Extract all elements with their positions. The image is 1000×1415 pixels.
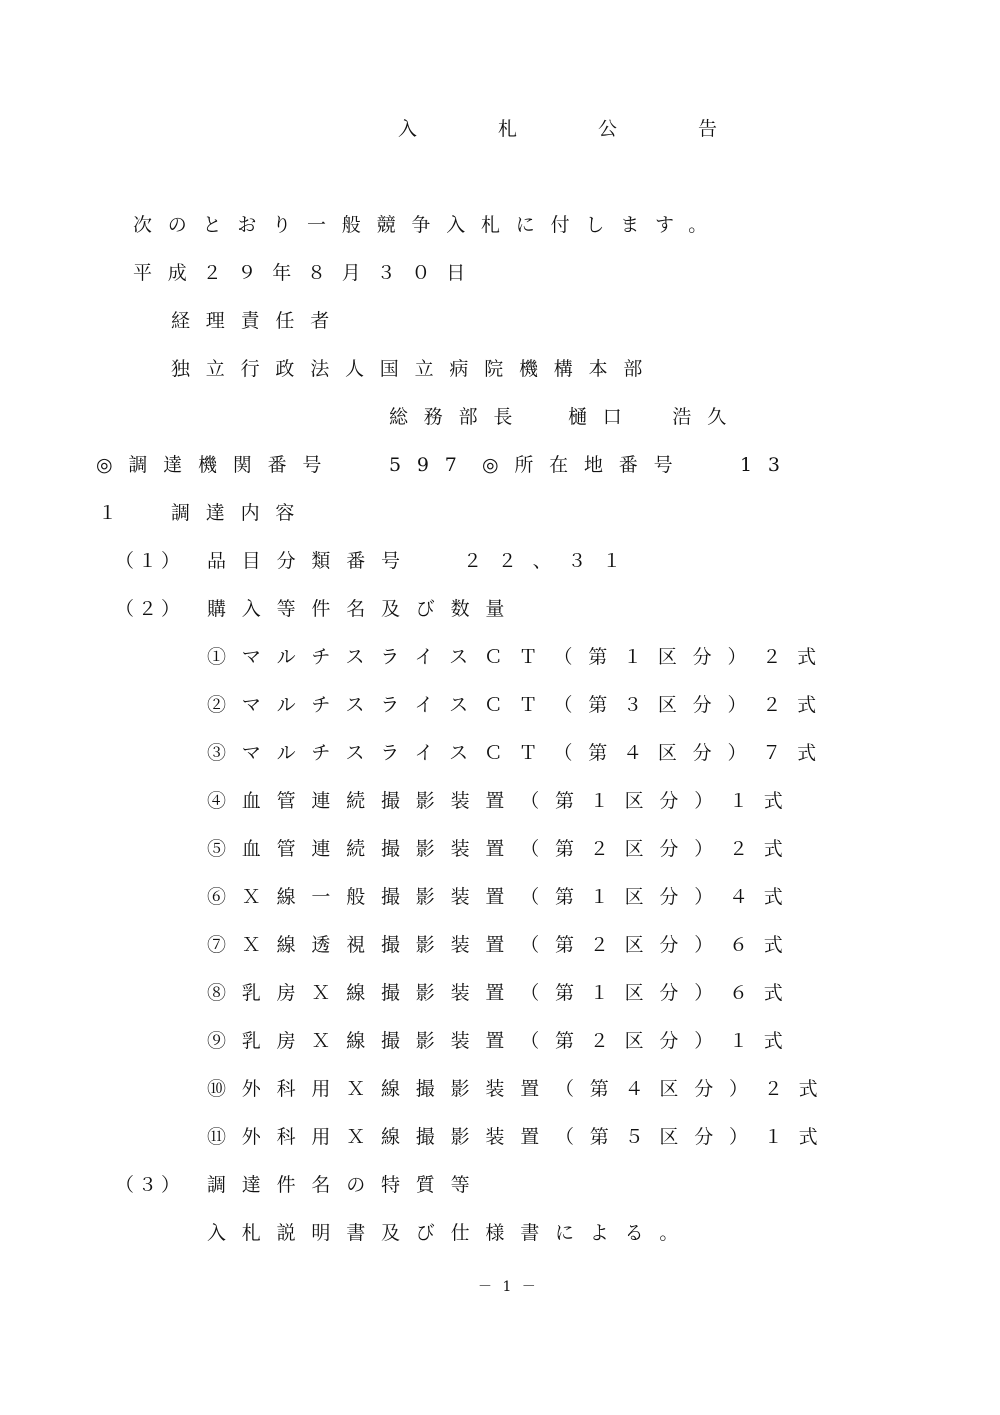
list-item: ⑪外科用Ｘ線撮影装置（第５区分）１式: [207, 1126, 834, 1148]
issuer-name: 樋口 浩久: [568, 406, 743, 428]
list-item: ⑨乳房Ｘ線撮影装置（第２区分）１式: [207, 1030, 799, 1052]
list-item: ⑧乳房Ｘ線撮影装置（第１区分）６式: [207, 982, 799, 1004]
location-code-value: 13: [740, 454, 796, 476]
section-heading: 調達内容: [171, 502, 311, 524]
list-item: ⑩外科用Ｘ線撮影装置（第４区分）２式: [207, 1078, 834, 1100]
list-item: ②マルチスライスＣＴ（第３区分）２式: [207, 694, 832, 716]
list-item: ⑤血管連続撮影装置（第２区分）２式: [207, 838, 799, 860]
section-number: １: [98, 502, 118, 524]
page-number: － 1 －: [478, 1279, 539, 1295]
document-title: 入 札 公 告: [398, 118, 749, 140]
subsection-3-label: （３）: [115, 1174, 185, 1196]
intro-text: 次のとおり一般競争入札に付します。: [133, 214, 724, 236]
location-code-label: ◎所在地番号: [482, 454, 689, 476]
subsection-1-label: （１）: [115, 550, 185, 572]
subsection-1-title: 品目分類番号: [207, 550, 416, 572]
list-item: ④血管連続撮影装置（第１区分）１式: [207, 790, 799, 812]
subsection-3-text: 入札説明書及び仕様書による。: [207, 1222, 695, 1244]
list-item: ①マルチスライスＣＴ（第１区分）２式: [207, 646, 832, 668]
subsection-2-label: （２）: [115, 598, 185, 620]
issue-date: 平成２９年８月３０日: [133, 262, 482, 284]
list-item: ⑦Ｘ線透視撮影装置（第２区分）６式: [207, 934, 799, 956]
subsection-2-title: 購入等件名及び数量: [207, 598, 521, 620]
agency-code-value: 597: [389, 454, 473, 476]
issuer-organization: 独立行政法人国立病院機構本部: [171, 358, 659, 380]
agency-code-label: ◎調達機関番号: [96, 454, 338, 476]
subsection-3-title: 調達件名の特質等: [207, 1174, 486, 1196]
list-item: ⑥Ｘ線一般撮影装置（第１区分）４式: [207, 886, 799, 908]
issuer-role: 経理責任者: [171, 310, 346, 332]
subsection-1-value: ２２、３１: [463, 550, 638, 572]
issuer-position: 総務部長: [389, 406, 529, 428]
list-item: ③マルチスライスＣＴ（第４区分）７式: [207, 742, 832, 764]
